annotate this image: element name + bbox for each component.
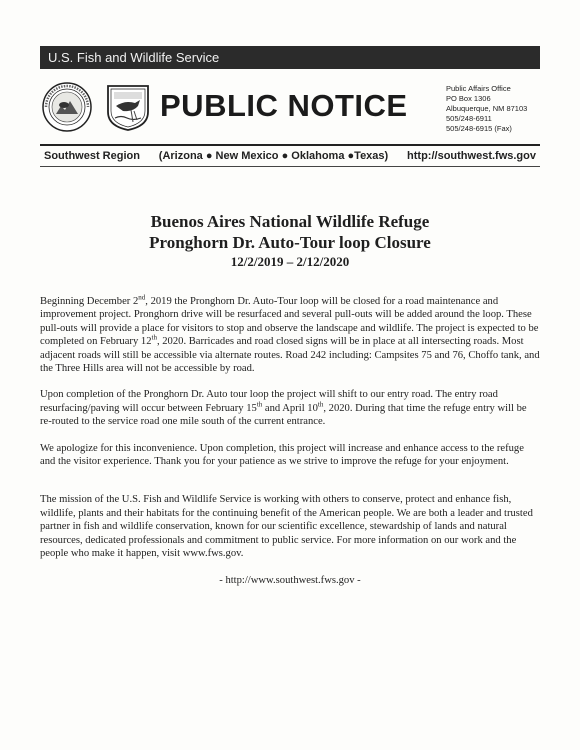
office-name: Public Affairs Office: [446, 84, 511, 93]
region-states: (Arizona ● New Mexico ● Oklahoma ●Texas): [158, 150, 389, 162]
notice-title: PUBLIC NOTICE: [160, 88, 408, 123]
doi-seal-icon: [42, 82, 92, 132]
refuge-name: Buenos Aires National Wildlife Refuge: [150, 212, 430, 231]
closure-title: Pronghorn Dr. Auto-Tour loop Closure: [149, 233, 431, 252]
p1-text-a: Beginning December 2: [40, 296, 139, 307]
office-fax: 505/248-6915 (Fax): [446, 124, 512, 133]
region-line: [40, 148, 540, 164]
p2-text-c: , 2020. During that time the refuge entry will be re-routed to the service road one mile south of the current entrance.: [40, 402, 527, 428]
p2-text-b: and April 10: [262, 402, 318, 414]
agency-banner: U.S. Fish and Wildlife Service: [40, 46, 540, 69]
notice-body: [40, 295, 540, 600]
paragraph-mission: The mission of the U.S. Fish and Wildlife Service is working with others to conserve, protect and enhance fish, wildlife, plants and their habitats for the continuing benefit of the American people. We are both a leader and trusted partner in fish and wildlife conservation, known for our scientific excellence, stewardship of lands and natural resources, dedicated professionals and commitment to public service. For more information on our work and the people who make it happen, visit www.fws.gov.: [40, 494, 533, 560]
closure-dates: 12/2/2019 – 2/12/2020: [230, 254, 350, 269]
notice-headline: [40, 211, 540, 270]
p2-sup-a: th: [256, 400, 263, 409]
office-address: [446, 84, 556, 134]
p1-text-b: , 2019 the Pronghorn Dr. Auto-Tour loop will be closed for a road maintenance and improvement project. Pronghorn drive will be resurfaced and several pull-outs will be added around the loop. These pull-outs will provide a place for visitors to stop and observe the landscape and wildlife. The project is expected to be completed on February 12: [40, 296, 539, 348]
p2-text-a: Upon completion of the Pronghorn Dr. Auto tour loop the project will shift to our entry road. The entry road resurfacing/paving will occur between February 15: [40, 389, 498, 414]
p1-sup-a: nd: [138, 293, 146, 302]
p1-text-c: , 2020. Barricades and road closed signs will be in place at all intersecting roads. Most adjacent roads will still be accessible via alternate routes. Road 242 including: Campsites 75 and 76, Choffo tank, and the Three Hills area will not be accessible by road.: [40, 336, 540, 375]
paragraph-entry-road: [40, 388, 540, 428]
region-url[interactable]: http://southwest.fws.gov: [407, 150, 536, 162]
region-name: Southwest Region: [44, 150, 140, 162]
paragraph-closure: [40, 295, 540, 375]
paragraph-apology: We apologize for this inconvenience. Upon completion, this project will increase and enhance access to the refuge and the visitor experience. Thank you for your patience as we strive to improve the refuge for your enjoyment.: [40, 442, 524, 468]
fws-seal-icon: [103, 82, 153, 132]
region-divider: [40, 166, 540, 167]
header-divider: [40, 144, 540, 146]
p1-sup-b: th: [151, 333, 157, 342]
office-phone: 505/248-6911: [446, 114, 492, 123]
footer-url[interactable]: - http://www.southwest.fws.gov -: [219, 574, 361, 586]
office-city: Albuquerque, NM 87103: [446, 104, 528, 113]
office-box: PO Box 1306: [446, 94, 491, 103]
p2-sup-b: th: [317, 400, 324, 409]
